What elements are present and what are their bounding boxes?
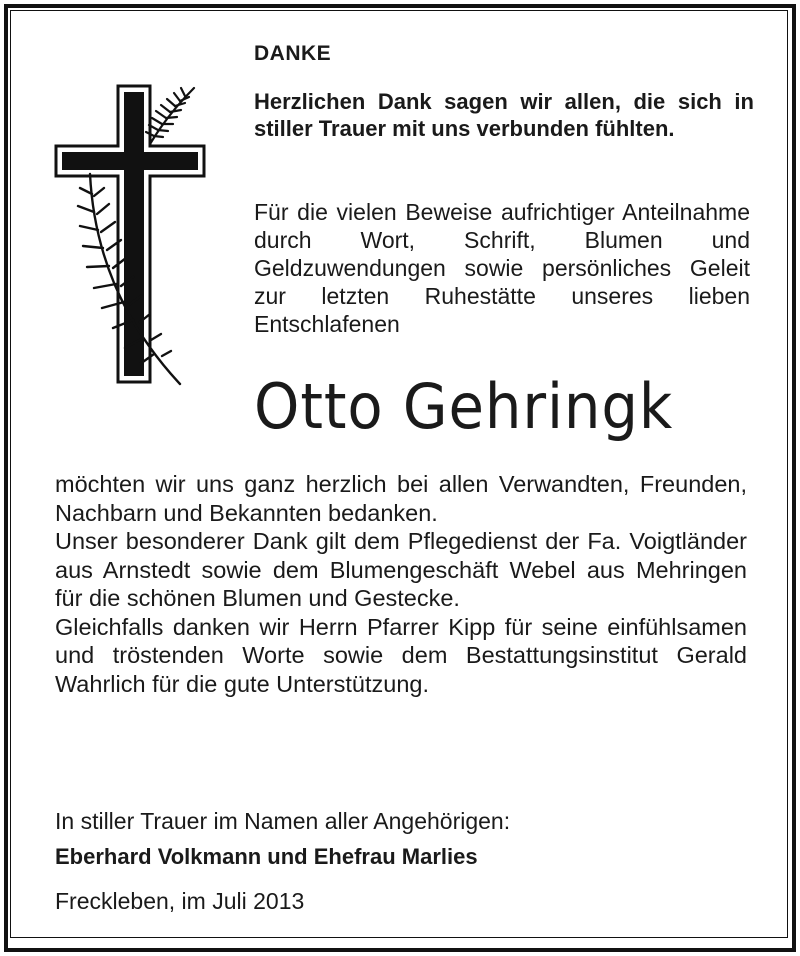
- thanks-lead: Herzlichen Dank sagen wir allen, die sich in stiller Trauer mit uns verbunden fühlten.: [254, 89, 754, 141]
- notice-heading: DANKE: [254, 42, 332, 65]
- body-paragraph: Unser besonderer Dank gilt dem Pflegedienst der Fa. Voigtländer aus Arnstedt sowie dem Blumengeschäft Webel aus Mehringen für die schönen Blumen und Gestecke.: [55, 528, 747, 611]
- thanks-body: [55, 470, 747, 698]
- place-date: Freckleben, im Juli 2013: [55, 888, 305, 914]
- closing-line: In stiller Trauer im Namen aller Angehörigen:: [55, 808, 511, 834]
- deceased-name: Otto Gehringk: [254, 370, 674, 443]
- body-paragraph: möchten wir uns ganz herzlich bei allen Verwandten, Freunden, Nachbarn und Bekannten bedanken.: [55, 471, 747, 526]
- intro-text: Für die vielen Beweise aufrichtiger Anteilnahme durch Wort, Schrift, Blumen und Geldzuwendungen sowie persönliches Geleit zur letzten Ruhestätte unseres lieben Entschlafenen: [254, 199, 750, 337]
- cross-with-palm-icon: [54, 84, 210, 394]
- signers: Eberhard Volkmann und Ehefrau Marlies: [55, 844, 478, 869]
- body-paragraph: Gleichfalls danken wir Herrn Pfarrer Kipp für seine einfühlsamen und tröstenden Worte sowie dem Bestattungsinstitut Gerald Wahrlich für die gute Unterstützung.: [55, 613, 747, 697]
